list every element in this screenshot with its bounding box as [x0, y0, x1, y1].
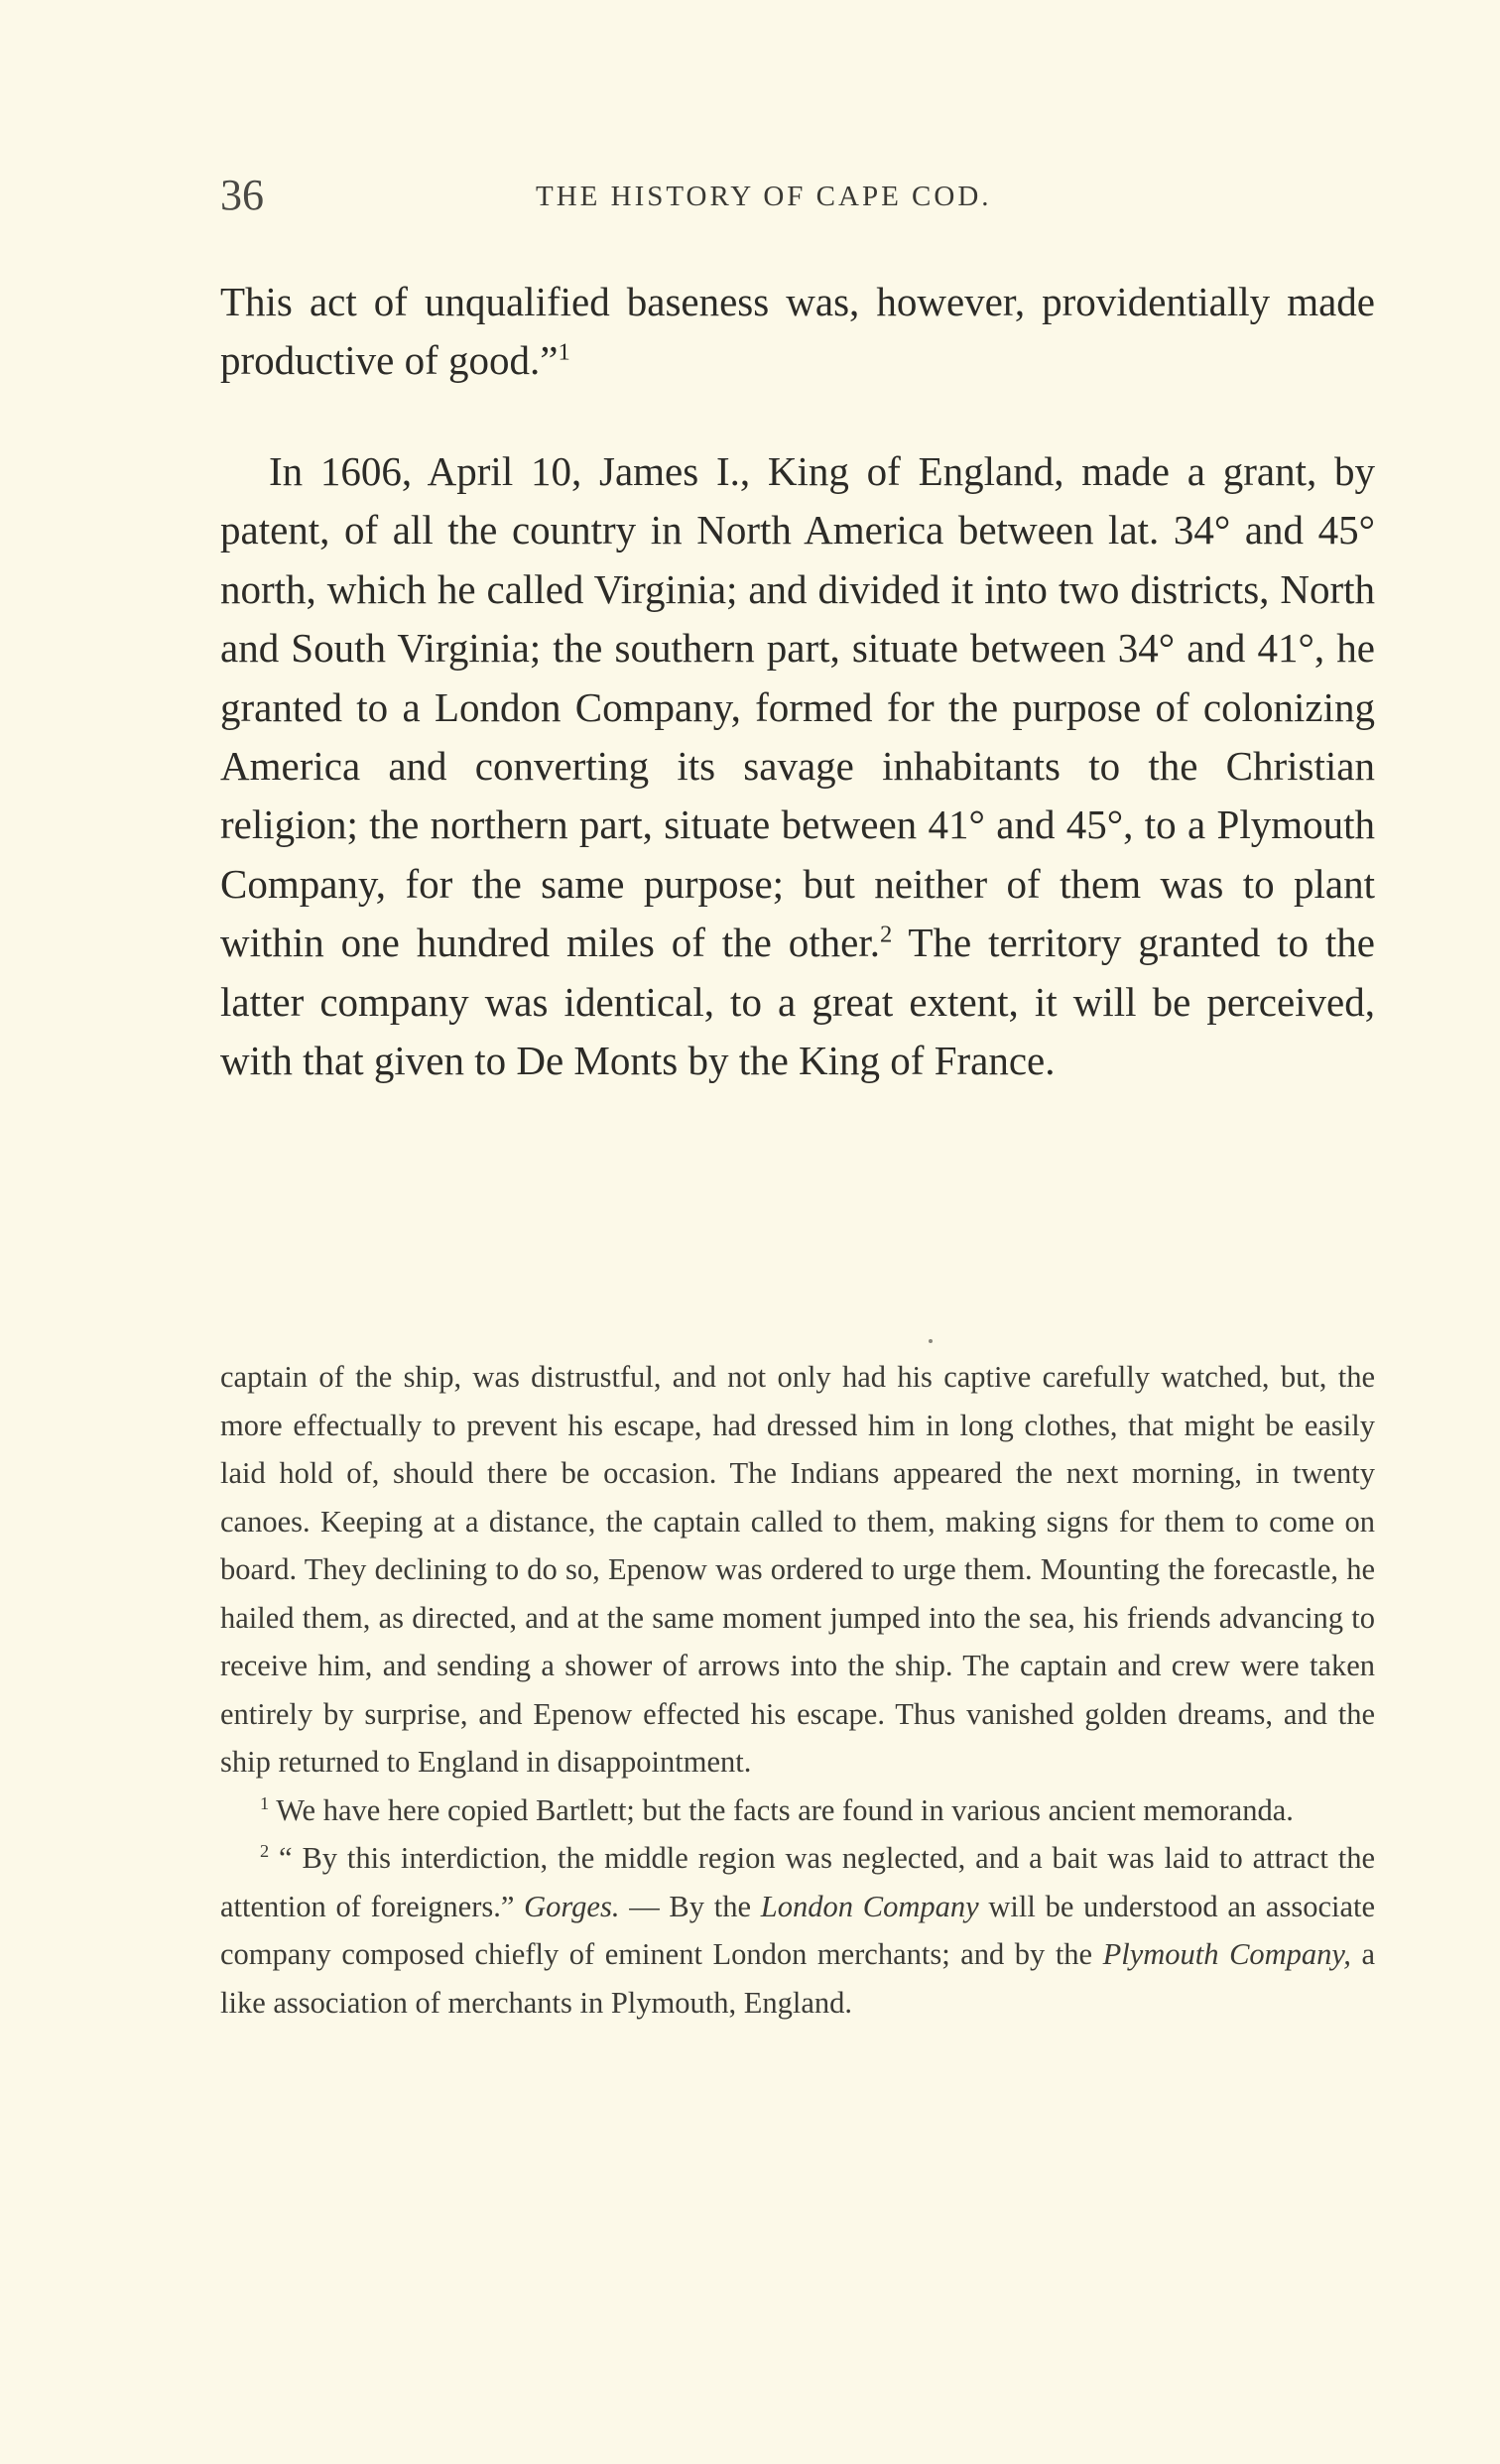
footnote-2-plymouth-company: Plymouth Company,	[1102, 1937, 1351, 1971]
footnotes	[220, 1353, 1375, 2027]
footnote-1-text: We have here copied Bartlett; but the facts are found in various ancient memoranda.	[269, 1792, 1294, 1827]
footnote-2-text-d: a like association of merchants in Plymouth, England.	[220, 1937, 1375, 2020]
running-head	[220, 171, 1375, 220]
footnote-2-london-company: London Company	[760, 1889, 979, 1923]
footnote-ref-1: 1	[558, 338, 570, 366]
footnote-2-text-c: will be understood an associate company composed chiefly of eminent London merchants; and by the	[220, 1889, 1376, 1971]
body-paragraph-1	[220, 273, 1375, 391]
footnote-2-text-b: — By the	[619, 1889, 761, 1923]
running-title: THE HISTORY OF CAPE COD.	[536, 181, 992, 212]
body-paragraph-2-text-b: The territory granted to the latter company was identical, to a great extent, it will be perceived, with that given to De Monts by the King of France.	[220, 920, 1375, 1084]
footnote-continuation: captain of the ship, was distrustful, and not only had his captive carefully watched, but, the more effectually to prevent his escape, had dressed him in long clothes, that might be easily laid hold of, should there be occasion. The Indians appeared the next morning, in twenty canoes. Keeping at a distance, the captain called to them, making signs for them to come on board. They declining to do so, Epenow was ordered to urge them. Mounting the forecastle, he hailed them, as directed, and at the same moment jumped into the sea, his friends advancing to receive him, and sending a shower of arrows into the ship. The captain and crew were taken entirely by surprise, and Epenow effected his escape. Thus vanished golden dreams, and the ship returned to England in disappointment.	[220, 1360, 1375, 1779]
footnote-2-mark: 2	[260, 1840, 270, 1861]
body-paragraph-2-text-a: In 1606, April 10, James I., King of England, made a grant, by patent, of all the country in North America between lat. 34° and 45° north, which he called Virginia; and divided it into two districts, North and South Virginia; the southern part, situate between 34° and 41°, he granted to a London Company, formed for the purpose of colonizing America and converting its savage inhabitants to the Christian religion; the northern part, situate between 41° and 45°, to a Plymouth Company, for the same purpose; but neither of them was to plant within one hundred miles of the other.	[220, 448, 1375, 966]
body-paragraph-1-text: This act of unqualified baseness was, however, providentially made productive of good.”	[220, 279, 1375, 384]
printer-mark	[929, 1339, 933, 1343]
body-paragraph-2	[220, 442, 1375, 1090]
footnote-2-text-a: “ By this interdiction, the middle region was neglected, and a bait was laid to attract the attention of foreigners.”	[220, 1841, 1375, 1923]
footnote-ref-2: 2	[879, 921, 893, 948]
footnote-1-mark: 1	[260, 1792, 270, 1813]
footnote-2	[220, 1834, 1375, 2027]
footnote-2-gorges: Gorges.	[524, 1889, 620, 1923]
footnote-1	[220, 1786, 1375, 1835]
page-number: 36	[220, 171, 264, 219]
